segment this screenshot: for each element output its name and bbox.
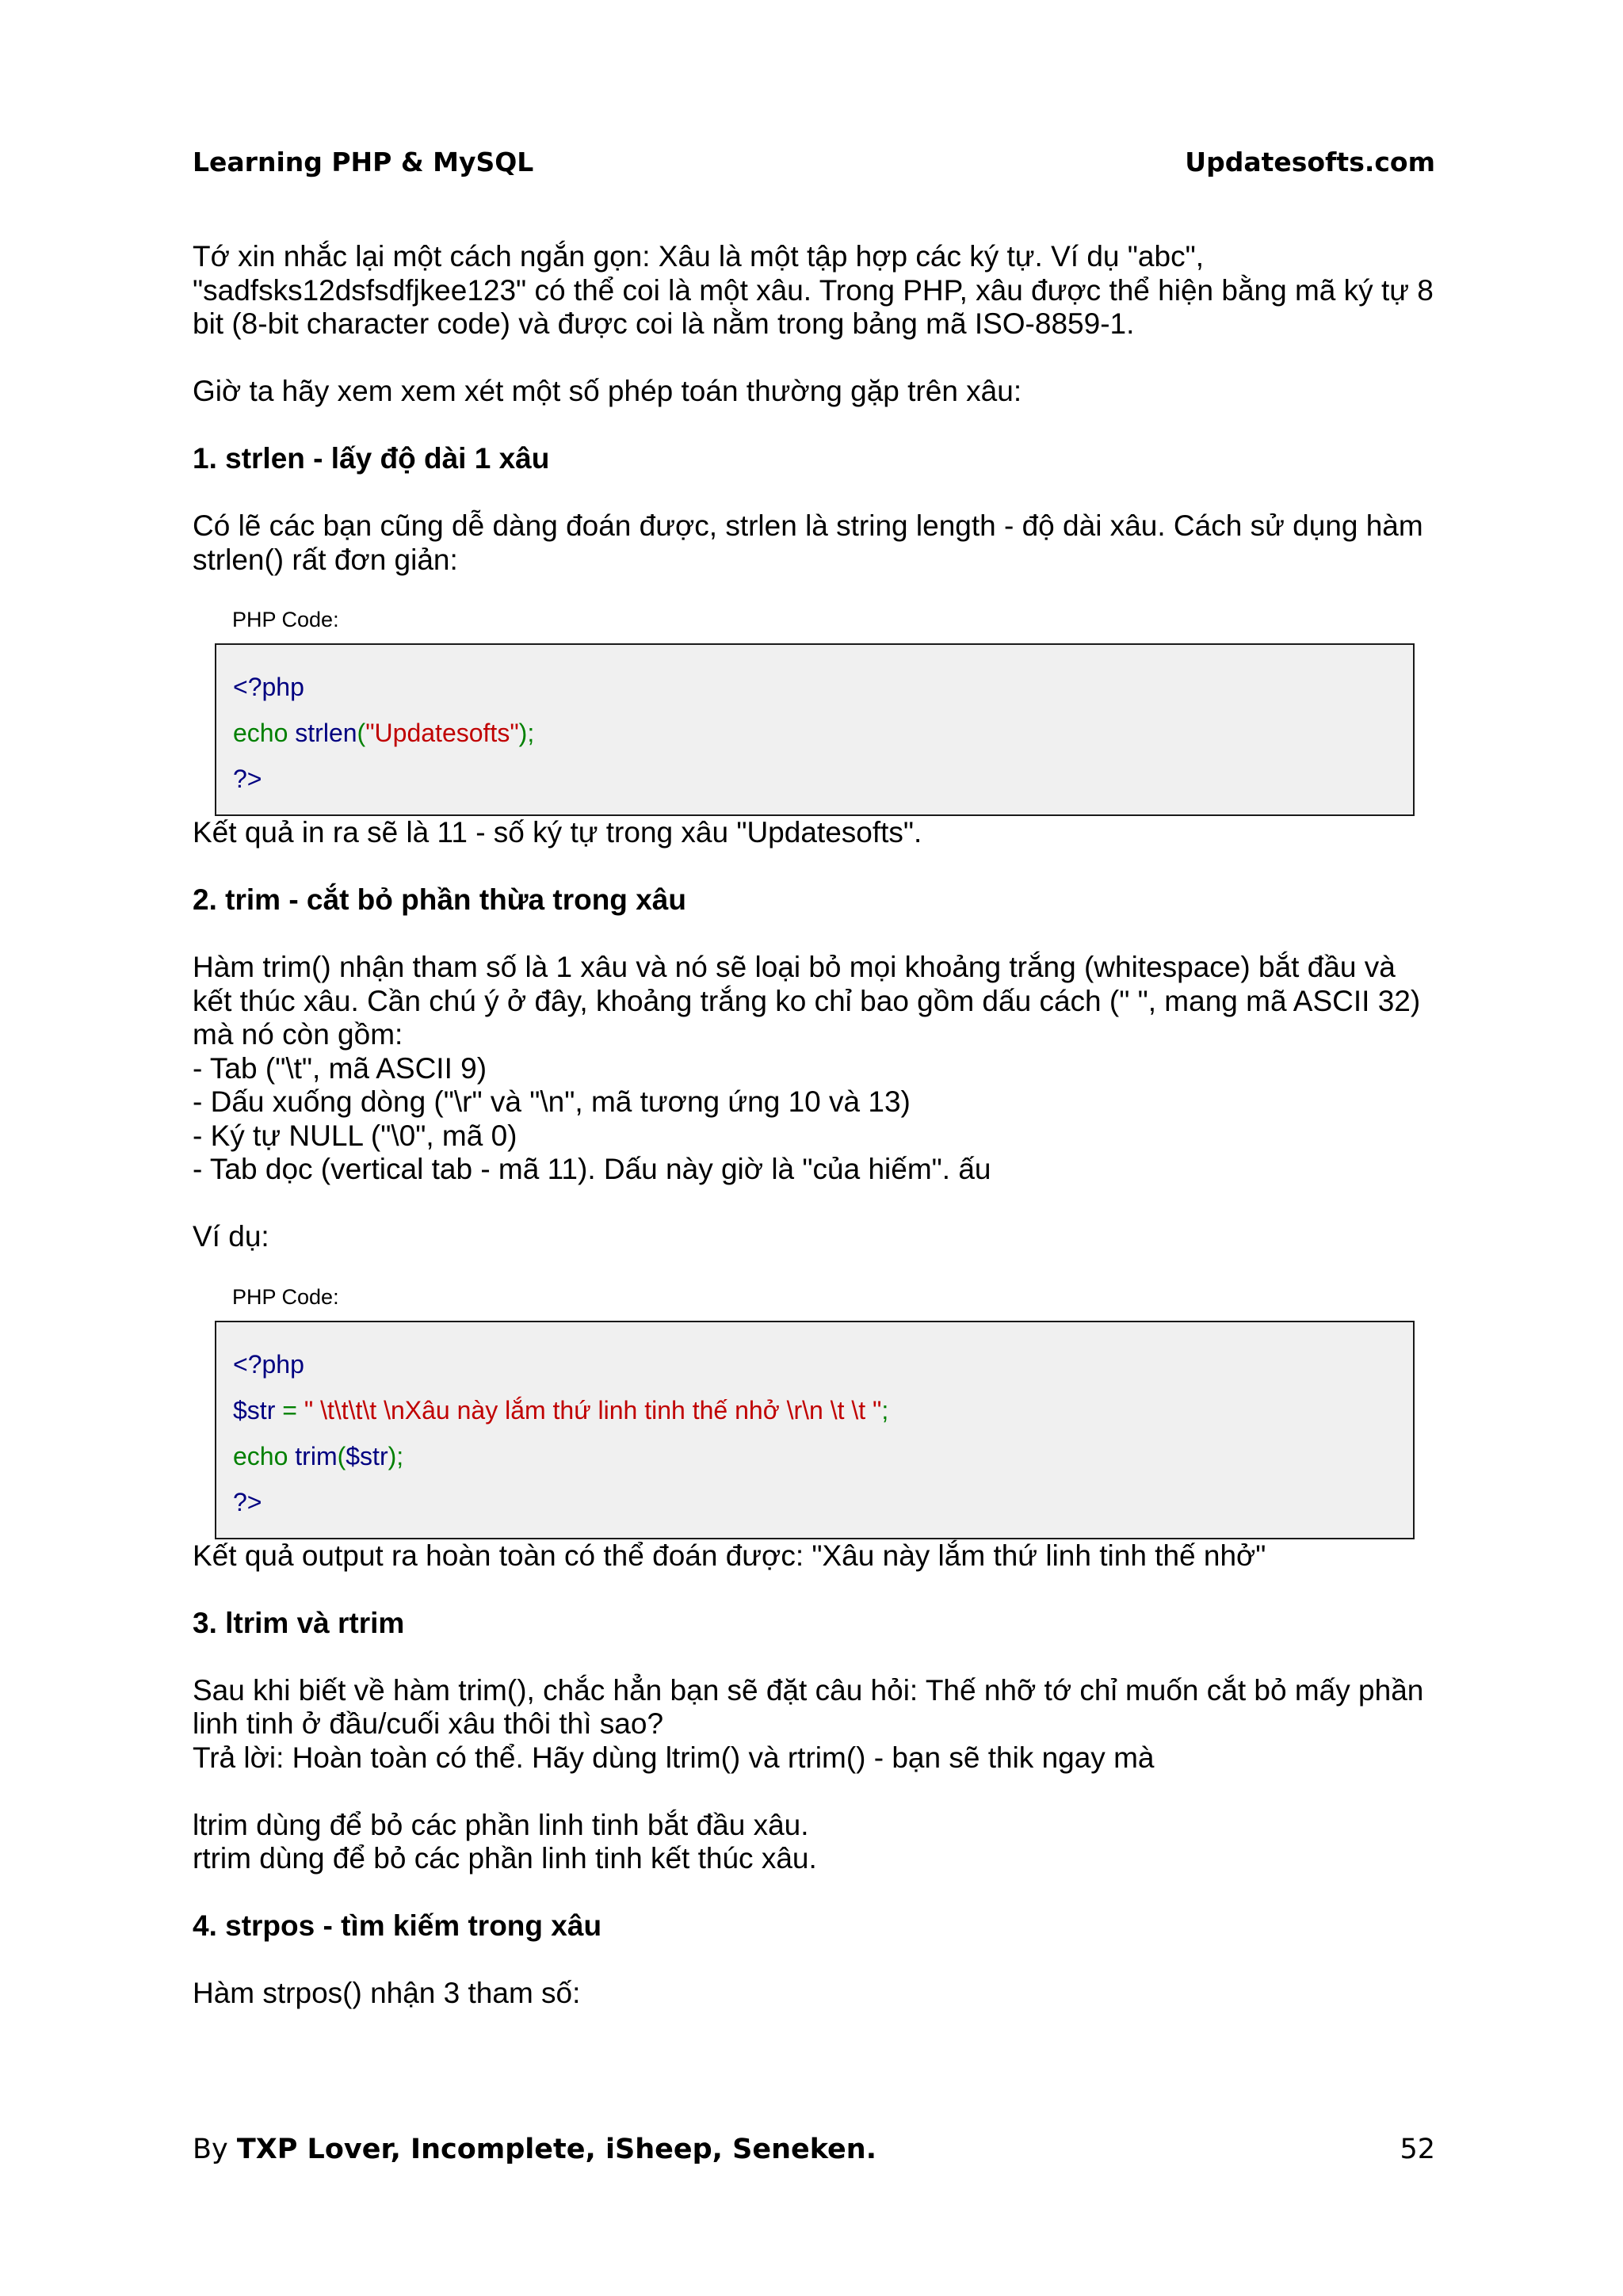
code-block-strlen	[215, 643, 1415, 816]
page-content	[193, 240, 1437, 2011]
strlen-description: Có lẽ các bạn cũng dễ dàng đoán được, strlen là string length - độ dài xâu. Cách sử dụng hàm strlen() rất đơn giản:	[193, 509, 1423, 576]
code-block-trim	[215, 1321, 1415, 1539]
strpos-description: Hàm strpos() nhận 3 tham số:	[193, 1977, 581, 2009]
trim-description: Hàm trim() nhận tham số là 1 xâu và nó sẽ loại bỏ mọi khoảng trắng (whitespace) bắt đầu và kết thúc xâu. Cần chú ý ở đây, khoảng trắng ko chỉ bao gồm dấu cách (" ", mang mã ASCII 32) mà nó còn gồm:	[193, 951, 1421, 1051]
section-heading-trim: 2. trim - cắt bỏ phần thừa trong xâu	[193, 883, 686, 916]
code-line	[233, 664, 1413, 710]
list-item: - Tab ("\t", mã ASCII 9)	[193, 1051, 487, 1085]
code-semicolon: ;	[881, 1395, 889, 1425]
code-function: strlen	[295, 719, 357, 747]
code-line	[233, 1387, 1413, 1433]
code-paren: );	[388, 1441, 404, 1470]
code-function: trim	[295, 1441, 338, 1470]
section-heading-ltrim: 3. ltrim và rtrim	[193, 1606, 405, 1639]
page-header	[193, 147, 1435, 177]
code-label: PHP Code:	[232, 1284, 339, 1309]
code-paren: (	[337, 1441, 346, 1470]
code-string: "Updatesofts"	[365, 719, 519, 747]
header-site: Updatesofts.com	[1185, 147, 1435, 177]
code-string: " \t\t\t\t \nXâu này lắm thứ linh tinh thế nhở \r\n \t \t "	[304, 1395, 882, 1425]
code-paren: (	[357, 719, 366, 747]
ops-paragraph: Giờ ta hãy xem xem xét một số phép toán thường gặp trên xâu:	[193, 375, 1022, 407]
example-label: Ví dụ:	[193, 1220, 269, 1253]
rtrim-line: rtrim dùng để bỏ các phần linh tinh kết thúc xâu.	[193, 1842, 817, 1875]
php-open-tag: <?php	[233, 1349, 304, 1379]
list-item: - Tab dọc (vertical tab - mã 11). Dấu này giờ là "của hiếm". ấu	[193, 1153, 991, 1185]
intro-paragraph: Tớ xin nhắc lại một cách ngắn gọn: Xâu là một tập hợp các ký tự. Ví dụ "abc", "sadfsks12dsfsdfjkee123" có thể coi là một xâu. Trong PHP, xâu được thể hiện bằng mã ký tự 8 bit (8-bit character code) và được coi là nằm trong bảng mã ISO-8859-1.	[193, 240, 1434, 340]
footer-by: By	[193, 2134, 237, 2165]
php-open-tag: <?php	[233, 673, 304, 701]
code-line	[233, 1479, 1413, 1525]
code-variable: $str	[233, 1395, 276, 1425]
code-line	[233, 710, 1413, 756]
ltrim-answer: Trả lời: Hoàn toàn có thể. Hãy dùng ltrim() và rtrim() - bạn sẽ thik ngay mà	[193, 1741, 1155, 1774]
footer-authors	[193, 2134, 876, 2165]
ltrim-description: Sau khi biết về hàm trim(), chắc hẳn bạn sẽ đặt câu hỏi: Thế nhỡ tớ chỉ muốn cắt bỏ mấy phần linh tinh ở đầu/cuối xâu thôi thì sao?	[193, 1673, 1424, 1740]
header-title: Learning PHP & MySQL	[193, 147, 534, 177]
code-label: PHP Code:	[232, 608, 339, 631]
page-number: 52	[1400, 2134, 1435, 2165]
section-heading-strlen: 1. strlen - lấy độ dài 1 xâu	[193, 442, 550, 475]
trim-result: Kết quả output ra hoàn toàn có thể đoán được: "Xâu này lắm thứ linh tinh thế nhở"	[193, 1539, 1266, 1572]
ltrim-line: ltrim dùng để bỏ các phần linh tinh bắt đầu xâu.	[193, 1808, 809, 1841]
list-item: - Dấu xuống dòng ("\r" và "\n", mã tương ứng 10 và 13)	[193, 1085, 911, 1118]
php-close-tag: ?>	[233, 1487, 262, 1516]
list-item: - Ký tự NULL ("\0", mã 0)	[193, 1119, 517, 1152]
code-variable: $str	[346, 1441, 388, 1470]
code-keyword: echo	[233, 719, 288, 747]
strlen-result: Kết quả in ra sẽ là 11 - số ký tự trong xâu "Updatesofts".	[193, 816, 922, 849]
code-line	[233, 1433, 1413, 1479]
code-operator: =	[275, 1395, 304, 1425]
page-footer	[193, 2134, 1435, 2165]
php-close-tag: ?>	[233, 765, 262, 793]
code-paren: );	[518, 719, 535, 747]
section-heading-strpos: 4. strpos - tìm kiếm trong xâu	[193, 1909, 602, 1942]
footer-author-names: TXP Lover, Incomplete, iSheep, Seneken.	[236, 2134, 877, 2165]
code-line	[233, 1341, 1413, 1387]
code-keyword: echo	[233, 1441, 288, 1470]
code-line	[233, 756, 1413, 802]
